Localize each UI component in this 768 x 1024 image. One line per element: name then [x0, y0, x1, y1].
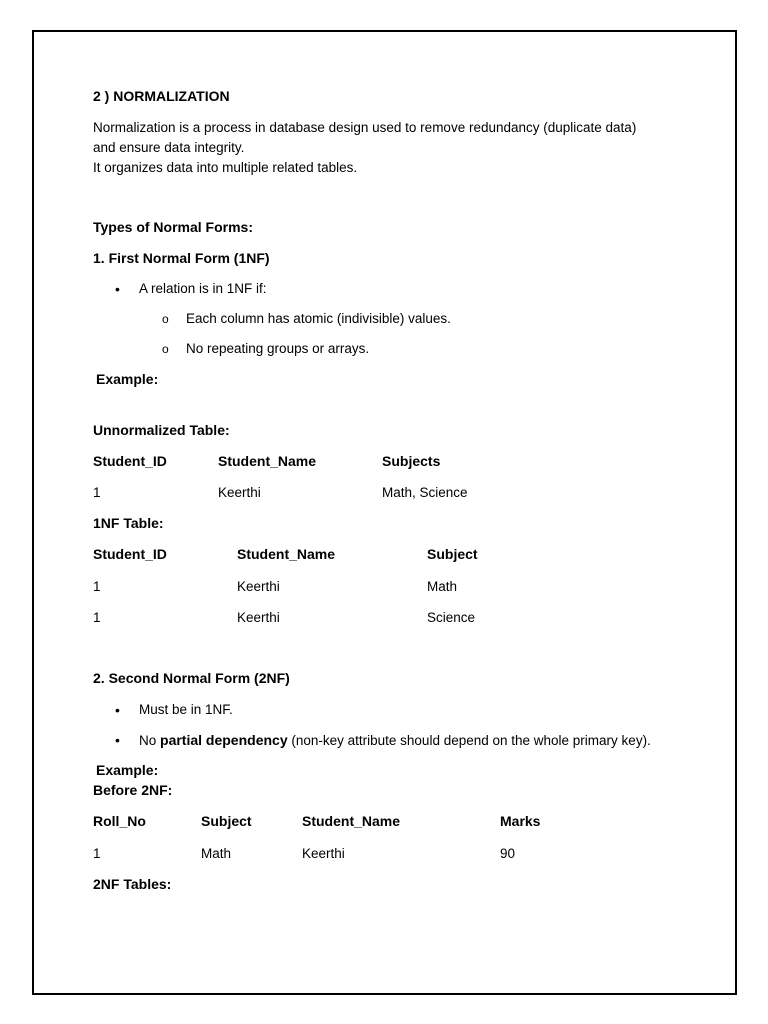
unnormalized-label: Unnormalized Table:	[93, 422, 230, 438]
table-header-cell: Subjects	[382, 453, 441, 469]
table-header-cell: Student_Name	[237, 546, 336, 562]
table-cell: 1	[93, 610, 101, 625]
table-header-cell: Subject	[201, 813, 252, 829]
table-cell: Keerthi	[218, 485, 261, 500]
nf2-bullet-2-suffix: (non-key attribute should depend on the whole primary key).	[287, 733, 651, 748]
table-header-cell: Student_ID	[93, 546, 167, 562]
sub-bullet-icon: o	[162, 342, 169, 356]
table-cell: Keerthi	[302, 846, 345, 861]
nf1-sub-bullet-1: Each column has atomic (indivisible) values.	[186, 311, 451, 326]
nf2-bullet-1: Must be in 1NF.	[139, 702, 233, 717]
table-cell: Keerthi	[237, 610, 280, 625]
table-header-cell: Student_Name	[218, 453, 317, 469]
sub-bullet-icon: o	[162, 312, 169, 326]
types-heading: Types of Normal Forms:	[93, 219, 253, 235]
table-header-cell: Marks	[500, 813, 541, 829]
nf1-bullet: A relation is in 1NF if:	[139, 281, 267, 296]
nf2-bullet-2-prefix: No	[139, 733, 161, 748]
table-cell: Math, Science	[382, 485, 468, 500]
table-header-cell: Subject	[427, 546, 478, 562]
intro-line-1: Normalization is a process in database design used to remove redundancy (duplicate data)	[93, 120, 637, 135]
table-header-cell: Student_ID	[93, 453, 167, 469]
intro-line-2: and ensure data integrity.	[93, 140, 245, 155]
nf1-heading: 1. First Normal Form (1NF)	[93, 250, 270, 266]
bullet-icon: •	[115, 702, 120, 718]
section-heading: 2 ) NORMALIZATION	[93, 88, 230, 104]
table-cell: 1	[93, 579, 101, 594]
nf2-tables-label: 2NF Tables:	[93, 876, 172, 892]
bullet-icon: •	[115, 281, 120, 297]
table-cell: 1	[93, 846, 101, 861]
table-header-cell: Roll_No	[93, 813, 146, 829]
nf2-heading: 2. Second Normal Form (2NF)	[93, 670, 290, 686]
nf2-bullet-2	[139, 733, 651, 748]
table-header-cell: Student_Name	[302, 813, 401, 829]
nf1-example-label: Example:	[96, 371, 159, 387]
nf2-bullet-2-bold: partial dependency	[160, 732, 288, 748]
intro-line-3: It organizes data into multiple related tables.	[93, 160, 358, 175]
table-cell: Science	[427, 610, 476, 625]
table-cell: Math	[427, 579, 458, 594]
bullet-icon: •	[115, 732, 120, 748]
table-cell: 1	[93, 485, 101, 500]
table-cell: Math	[201, 846, 232, 861]
table-cell: 90	[500, 846, 516, 861]
before-2nf-label: Before 2NF:	[93, 782, 173, 798]
nf2-example-label: Example:	[96, 762, 159, 778]
nf1-sub-bullet-2: No repeating groups or arrays.	[186, 341, 370, 356]
table-cell: Keerthi	[237, 579, 280, 594]
nf1-table-label: 1NF Table:	[93, 515, 164, 531]
